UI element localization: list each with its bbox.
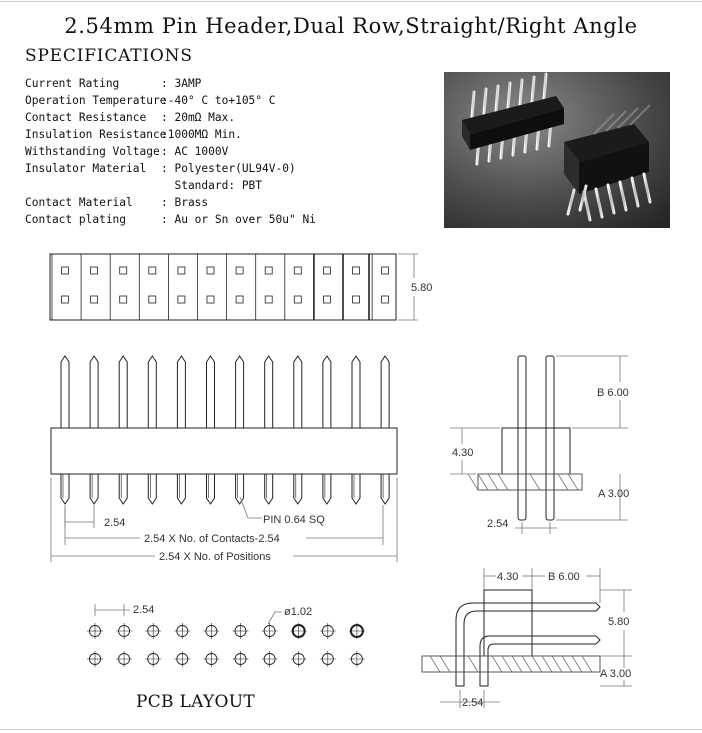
top-view-pad xyxy=(382,267,389,274)
top-view-pad xyxy=(149,296,156,303)
dim-hole-diameter: ø1.02 xyxy=(284,606,313,618)
spec-row: Insulation Resistance:1000MΩ Min. xyxy=(25,128,242,141)
dim-side-b: B 6.00 xyxy=(597,387,629,399)
top-view-pad xyxy=(265,296,272,303)
front-view-pin-tail xyxy=(265,474,273,504)
top-view-pad xyxy=(265,267,272,274)
dim-side-pitch: 2.54 xyxy=(487,518,509,530)
dim-pitch: 2.54 xyxy=(104,517,126,529)
front-view-pin xyxy=(148,356,156,428)
top-view-pad xyxy=(178,267,185,274)
front-view-pin-tail xyxy=(177,474,185,504)
top-view-pad xyxy=(120,296,127,303)
front-view-pin xyxy=(90,356,98,428)
dim-ra-b: B 6.00 xyxy=(548,571,580,583)
front-view-pin-tail xyxy=(61,474,69,504)
top-view-pad xyxy=(382,296,389,303)
front-view-pin xyxy=(381,356,389,428)
front-view-pin-tail xyxy=(352,474,360,504)
front-view-pin xyxy=(207,356,215,428)
spec-row: Standard: PBT xyxy=(161,179,263,192)
dim-ra-height: 5.80 xyxy=(608,616,630,628)
front-view-pin-tail xyxy=(381,474,389,504)
top-view-pad xyxy=(149,267,156,274)
front-view-pin xyxy=(323,356,331,428)
front-view-drawing xyxy=(51,356,397,562)
spec-row: Contact Material : Brass xyxy=(25,196,209,209)
spec-row: Contact plating : Au or Sn over 50u" Ni xyxy=(25,213,316,226)
top-view-pad xyxy=(236,296,243,303)
front-view-pin-tail xyxy=(90,474,98,504)
dim-pin-size: PIN 0.64 SQ xyxy=(263,514,325,526)
front-view-pin xyxy=(294,356,302,428)
specifications-heading: SPECIFICATIONS xyxy=(25,46,193,66)
top-view-pad xyxy=(178,296,185,303)
right-angle-view-drawing xyxy=(422,568,632,708)
front-view-pin xyxy=(177,356,185,428)
front-view-pin-tail xyxy=(148,474,156,504)
front-view-pin-tail xyxy=(294,474,302,504)
dim-top-height: 5.80 xyxy=(411,282,433,294)
top-view-pad xyxy=(353,267,360,274)
top-view-pad xyxy=(323,296,330,303)
dim-ra-body: 4.30 xyxy=(497,571,519,583)
top-view-pad xyxy=(62,267,69,274)
top-view-pad xyxy=(207,267,214,274)
top-view-pad xyxy=(294,267,301,274)
front-view-pin-tail xyxy=(207,474,215,504)
spec-row: Withstanding Voltage: AC 1000V xyxy=(25,145,229,158)
dim-ra-a: A 3.00 xyxy=(600,668,632,680)
top-view-pad xyxy=(294,296,301,303)
top-view-pad xyxy=(207,296,214,303)
top-view-drawing xyxy=(50,254,418,320)
dim-pcb-pitch: 2.54 xyxy=(133,604,155,616)
top-view-pad xyxy=(91,296,98,303)
front-view-pin-tail xyxy=(236,474,244,504)
top-view-pad xyxy=(323,267,330,274)
pcb-layout-title: PCB LAYOUT xyxy=(136,692,256,712)
front-view-pin-tail xyxy=(119,474,127,504)
top-view-pad xyxy=(353,296,360,303)
front-view-pin xyxy=(61,356,69,428)
dim-positions-formula: 2.54 X No. of Positions xyxy=(159,551,271,563)
pcb-layout-drawing xyxy=(87,604,365,667)
front-view-pin xyxy=(265,356,273,428)
top-view-pad xyxy=(62,296,69,303)
front-view-pin xyxy=(119,356,127,428)
side-view-drawing xyxy=(450,356,628,534)
spec-row: Current Rating : 3AMP xyxy=(25,77,202,90)
front-view-pin xyxy=(236,356,244,428)
dim-side-a: A 3.00 xyxy=(598,488,630,500)
dim-ra-pitch: 2.54 xyxy=(462,697,484,709)
front-view-pin-tail xyxy=(323,474,331,504)
dim-contacts-formula: 2.54 X No. of Contacts-2.54 xyxy=(144,533,280,545)
top-view-pad xyxy=(91,267,98,274)
top-view-pad xyxy=(120,267,127,274)
front-view-pin xyxy=(352,356,360,428)
spec-row: Contact Resistance : 20mΩ Max. xyxy=(25,111,236,124)
top-view-pad xyxy=(236,267,243,274)
dim-side-body: 4.30 xyxy=(452,447,474,459)
spec-row: Operation Temperature:-40° C to+105° C xyxy=(25,94,276,107)
page-title: 2.54mm Pin Header,Dual Row,Straight/Right Angle xyxy=(64,14,638,38)
spec-row: Insulator Material : Polyester(UL94V-0) xyxy=(25,162,296,175)
